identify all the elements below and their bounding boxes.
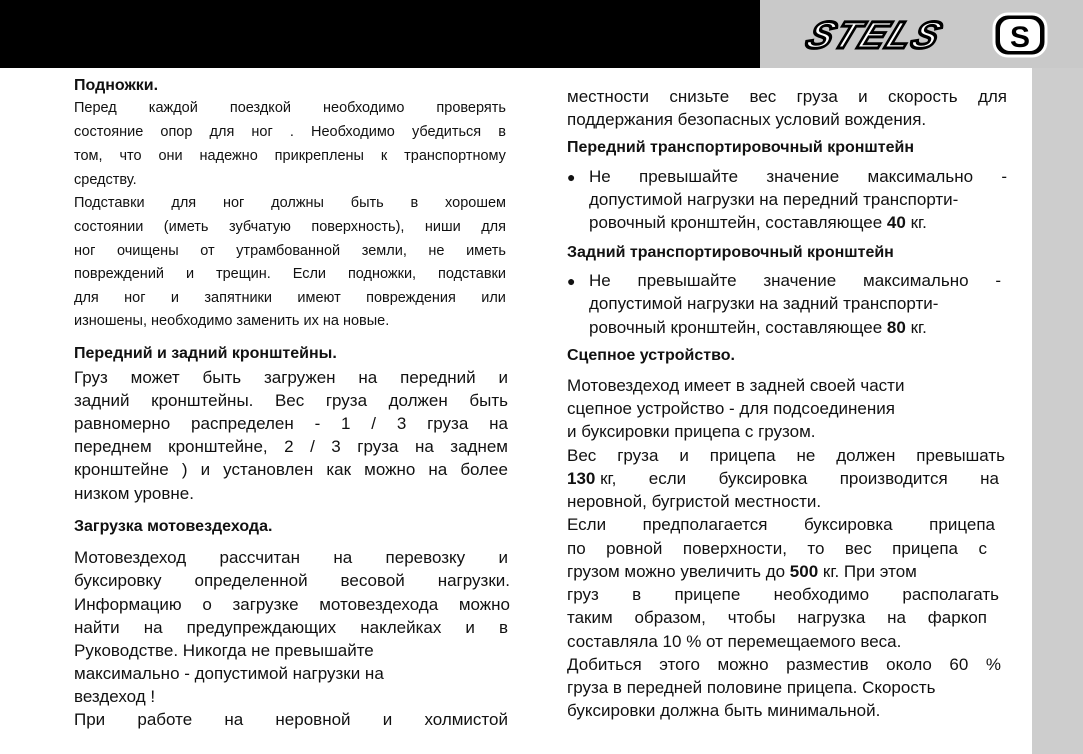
word: производится — [839, 469, 948, 488]
footrests-heading: Подножки. — [74, 77, 159, 94]
word: утрамбованной — [236, 243, 341, 259]
rear-rack-unit: кг. — [910, 318, 927, 337]
word: снизьте — [669, 87, 730, 106]
word: более — [460, 460, 508, 479]
word: рассчитан — [219, 548, 300, 567]
word: быть — [350, 195, 384, 211]
hitch-line-9 — [567, 562, 917, 582]
front-rack-line-2: допустимой нагрузки на передний транспорти- — [589, 190, 959, 209]
word: как — [326, 460, 352, 479]
word: кронштейны. — [151, 391, 254, 410]
word: на — [980, 469, 999, 488]
word: груза — [796, 87, 838, 106]
word: опор — [160, 124, 193, 140]
word: наклейках — [360, 618, 442, 637]
word: загружен — [263, 368, 336, 387]
word: и — [200, 460, 211, 479]
rear-rack-line-1 — [589, 271, 1001, 291]
word: ног — [251, 124, 273, 140]
word: Если — [292, 266, 327, 282]
word: прикреплены — [274, 148, 364, 164]
word: зубчатую — [228, 219, 291, 235]
front-rack-line-3 — [589, 213, 927, 233]
word: буксировка — [803, 515, 893, 534]
word: не — [796, 446, 816, 465]
word: ног — [124, 290, 146, 306]
word: ровной — [606, 539, 663, 558]
hitch-line-14: груза в передней половине прицепа. Скорость — [567, 678, 936, 697]
word: заднем — [450, 437, 508, 456]
racks-line-6: низком уровне. — [74, 484, 194, 503]
word: и — [498, 548, 508, 567]
loading-line-6: максимально - допустимой нагрузки на — [74, 664, 384, 683]
hitch-line-7 — [567, 515, 995, 535]
word: груза — [617, 446, 659, 465]
footrests-line-3 — [74, 148, 506, 164]
front-rack-value: 40 — [886, 213, 906, 232]
word: можно — [364, 460, 416, 479]
word: на — [143, 618, 163, 637]
word: что — [119, 148, 142, 164]
word: располагать — [902, 585, 999, 604]
word: повреждений — [74, 266, 165, 282]
word: определенной — [194, 571, 308, 590]
hitch-line-9-rest: кг. При этом — [822, 562, 917, 581]
word: иметь — [466, 243, 506, 259]
word: должен — [836, 446, 896, 465]
hitch-line-6: неровной, бугристой местности. — [567, 492, 822, 511]
word: на — [414, 437, 434, 456]
word: буксировка — [718, 469, 808, 488]
word: на — [333, 548, 353, 567]
header-bar — [0, 0, 760, 68]
word: буксировку — [74, 571, 162, 590]
rear-rack-line-2: допустимой нагрузки на задний транспорти- — [589, 294, 939, 313]
word: максимально — [867, 167, 974, 186]
logo-text: STELS — [799, 14, 950, 57]
word: перевозку — [385, 548, 466, 567]
word: Не — [589, 167, 611, 186]
word: груза — [325, 391, 368, 410]
word: % — [985, 655, 1001, 674]
word: и — [858, 87, 868, 106]
word: нагрузки. — [437, 571, 510, 590]
word: прицепа — [892, 539, 958, 558]
word: Если — [567, 515, 607, 534]
word: весовой — [340, 571, 405, 590]
word: образом, — [634, 608, 706, 627]
hitch-max-value: 500 — [789, 562, 819, 581]
word: запятники — [204, 290, 272, 306]
word: передний — [400, 368, 476, 387]
word: - — [1001, 167, 1007, 186]
racks-line-3 — [74, 414, 508, 434]
word: / — [371, 414, 377, 433]
word: . — [289, 124, 294, 140]
word: на — [428, 460, 448, 479]
rear-rack-heading: Задний транспортировочный кронштейн — [567, 244, 894, 261]
word: о — [202, 595, 212, 614]
word: в — [498, 124, 506, 140]
word: подставки — [437, 266, 506, 282]
word: холмистой — [424, 710, 508, 729]
word: для — [74, 290, 99, 306]
footrests-line-2 — [74, 124, 506, 140]
word: загрузке — [232, 595, 299, 614]
word: - — [995, 271, 1001, 290]
footrests-line-4: средству. — [74, 172, 137, 188]
word: 3 — [331, 437, 341, 456]
hitch-line-1: Мотовездеход имеет в задней своей части — [567, 376, 905, 395]
word: каждой — [148, 100, 198, 116]
word: работе — [137, 710, 193, 729]
word: в — [632, 585, 642, 604]
word: то — [807, 539, 825, 558]
loading-line-5: Руководстве. Никогда не превышайте — [74, 641, 374, 660]
word: При — [74, 710, 106, 729]
footrests-line-1 — [74, 100, 506, 116]
word: для — [171, 195, 197, 211]
word: равномерно — [74, 414, 171, 433]
word: если — [648, 469, 687, 488]
word: поездкой — [229, 100, 291, 116]
word: Информацию — [74, 595, 182, 614]
word: и — [465, 618, 475, 637]
word: Вес — [567, 446, 597, 465]
word: таким — [567, 608, 613, 627]
racks-line-1 — [74, 368, 508, 388]
word: 2 — [284, 437, 294, 456]
word: 130 кг, — [567, 469, 617, 488]
word: Груз — [74, 368, 108, 387]
continuation-line-2: поддержания безопасных условий вождения. — [567, 110, 927, 129]
word: подножки, — [347, 266, 417, 282]
rear-rack-bullet: ● — [567, 273, 576, 289]
word: превышать — [916, 446, 1005, 465]
continuation-line-1 — [567, 87, 1007, 107]
hitch-limit-value: 130 — [567, 469, 596, 488]
loading-line-7: вездеход ! — [74, 687, 156, 706]
loading-heading: Загрузка мотовездехода. — [74, 518, 273, 535]
word: кронштейне — [74, 460, 169, 479]
word: необходимо — [323, 100, 405, 116]
word: Добиться — [567, 655, 642, 674]
hitch-line-4 — [567, 446, 1005, 466]
word: Необходимо — [311, 124, 395, 140]
word: имеют — [297, 290, 341, 306]
word: должен — [388, 391, 448, 410]
hitch-line-5 — [567, 469, 999, 489]
word: транспортному — [404, 148, 506, 164]
word: убедиться — [411, 124, 482, 140]
word: от — [200, 243, 215, 259]
word: Не — [589, 271, 611, 290]
word: можно — [458, 595, 510, 614]
footrests-line-5 — [74, 195, 506, 211]
word: поверхность), — [311, 219, 405, 235]
word: ног — [222, 195, 245, 211]
word: значение — [763, 271, 837, 290]
word: предполагается — [642, 515, 768, 534]
racks-line-2 — [74, 391, 508, 411]
stels-logo — [782, 12, 992, 58]
word: состоянии — [74, 219, 144, 235]
word: и — [498, 368, 508, 387]
front-rack-line-1 — [589, 167, 1007, 187]
rear-rack-value: 80 — [886, 318, 906, 337]
word: необходимо — [773, 585, 870, 604]
footrests-line-10: изношены, необходимо заменить их на новые. — [74, 313, 390, 329]
side-tab — [1032, 68, 1083, 754]
word: максимально — [863, 271, 969, 290]
word: и — [382, 710, 393, 729]
word: - — [314, 414, 321, 433]
word: состояние — [74, 124, 144, 140]
word: том, — [74, 148, 103, 164]
word: этого — [659, 655, 700, 674]
word: и — [170, 290, 180, 306]
word: очищены — [116, 243, 179, 259]
word: ) — [181, 460, 188, 479]
word: прицепа — [709, 446, 776, 465]
rear-rack-text: ровочный кронштейн, составляющее — [589, 318, 883, 337]
word: вес — [749, 87, 777, 106]
front-rack-text: ровочный кронштейн, составляющее — [589, 213, 883, 232]
word: трещин. — [215, 266, 271, 282]
word: или — [481, 290, 506, 306]
word: быть — [202, 368, 242, 387]
word: местности — [567, 87, 650, 106]
word: прицепа — [929, 515, 995, 534]
word: превышайте — [639, 167, 739, 186]
word: превышайте — [637, 271, 737, 290]
word: чтобы — [727, 608, 776, 627]
word: и — [679, 446, 689, 465]
logo-area — [760, 0, 1083, 68]
word: на — [887, 608, 906, 627]
word: нагрузка — [797, 608, 866, 627]
footrests-line-7 — [74, 243, 506, 259]
word: можно — [717, 655, 769, 674]
word: с — [978, 539, 987, 558]
hitch-line-13 — [567, 655, 1001, 675]
word: для — [209, 124, 235, 140]
word: груза — [357, 437, 399, 456]
word: вес — [844, 539, 872, 558]
racks-line-5 — [74, 460, 508, 480]
racks-line-4 — [74, 437, 508, 457]
hitch-line-10 — [567, 585, 999, 605]
emblem-letter: S — [1009, 21, 1031, 54]
word: 1 — [341, 414, 351, 433]
word: (иметь — [163, 219, 209, 235]
word: предупреждающих — [186, 618, 337, 637]
word: 60 — [949, 655, 969, 674]
loading-line-4 — [74, 618, 508, 638]
front-rack-unit: кг. — [910, 213, 927, 232]
word: Вес — [274, 391, 305, 410]
word: 3 — [396, 414, 407, 433]
word: для — [481, 219, 506, 235]
word: к — [380, 148, 388, 164]
word: около — [886, 655, 932, 674]
hitch-heading: Сцепное устройство. — [567, 347, 735, 364]
word: может — [130, 368, 180, 387]
word: быть — [469, 391, 508, 410]
loading-line-2 — [74, 571, 510, 591]
loading-line-8 — [74, 710, 508, 730]
rear-rack-line-3 — [589, 318, 927, 338]
word: хорошем — [445, 195, 506, 211]
word: они — [158, 148, 183, 164]
loading-line-1 — [74, 548, 508, 568]
hitch-line-11 — [567, 608, 987, 628]
word: / — [310, 437, 315, 456]
word: переднем — [74, 437, 152, 456]
loading-line-3 — [74, 595, 510, 615]
word: найти — [74, 618, 120, 637]
word: задний — [74, 391, 130, 410]
word: кронштейне, — [168, 437, 268, 456]
word: Подставки — [74, 195, 145, 211]
hitch-line-9-pre: грузом можно увеличить до — [567, 562, 786, 581]
word: груз — [567, 585, 599, 604]
word: и — [185, 266, 195, 282]
word: проверять — [436, 100, 506, 116]
word: ног — [74, 243, 96, 259]
word: мотовездехода — [319, 595, 439, 614]
word: скорость — [887, 87, 958, 106]
hitch-line-2: сцепное устройство - для подсоединения — [567, 399, 895, 418]
word: надежно — [199, 148, 258, 164]
word: груза — [427, 414, 469, 433]
word: Мотовездеход — [74, 548, 187, 567]
word: в — [410, 195, 419, 211]
word: должны — [271, 195, 324, 211]
hitch-line-8 — [567, 539, 987, 559]
footrests-line-8 — [74, 266, 506, 282]
word: на — [224, 710, 244, 729]
word: земли, — [361, 243, 407, 259]
word: установлен — [223, 460, 314, 479]
word: разместив — [786, 655, 869, 674]
hitch-line-15: буксировки должна быть минимальной. — [567, 701, 881, 720]
word: прицепе — [674, 585, 741, 604]
word: ниши — [424, 219, 461, 235]
word: неровной — [275, 710, 351, 729]
word: не — [428, 243, 445, 259]
racks-heading: Передний и задний кронштейны. — [74, 345, 337, 362]
word: повреждения — [366, 290, 456, 306]
word: значение — [766, 167, 840, 186]
word: фаркоп — [927, 608, 987, 627]
word: в — [498, 618, 508, 637]
word: по — [567, 539, 586, 558]
front-rack-heading: Передний транспортировочный кронштейн — [567, 139, 914, 156]
footrests-line-9 — [74, 290, 506, 306]
footrests-line-6 — [74, 219, 506, 235]
word: на — [358, 368, 378, 387]
stels-emblem-icon — [990, 10, 1050, 60]
front-rack-bullet: ● — [567, 169, 576, 185]
word: Перед — [74, 100, 117, 116]
word: поверхности, — [682, 539, 787, 558]
word: распределен — [191, 414, 294, 433]
word: для — [977, 87, 1007, 106]
word: на — [489, 414, 508, 433]
hitch-line-12: составляла 10 % от перемещаемого веса. — [567, 632, 902, 651]
hitch-line-3: и буксировки прицепа с грузом. — [567, 422, 816, 441]
